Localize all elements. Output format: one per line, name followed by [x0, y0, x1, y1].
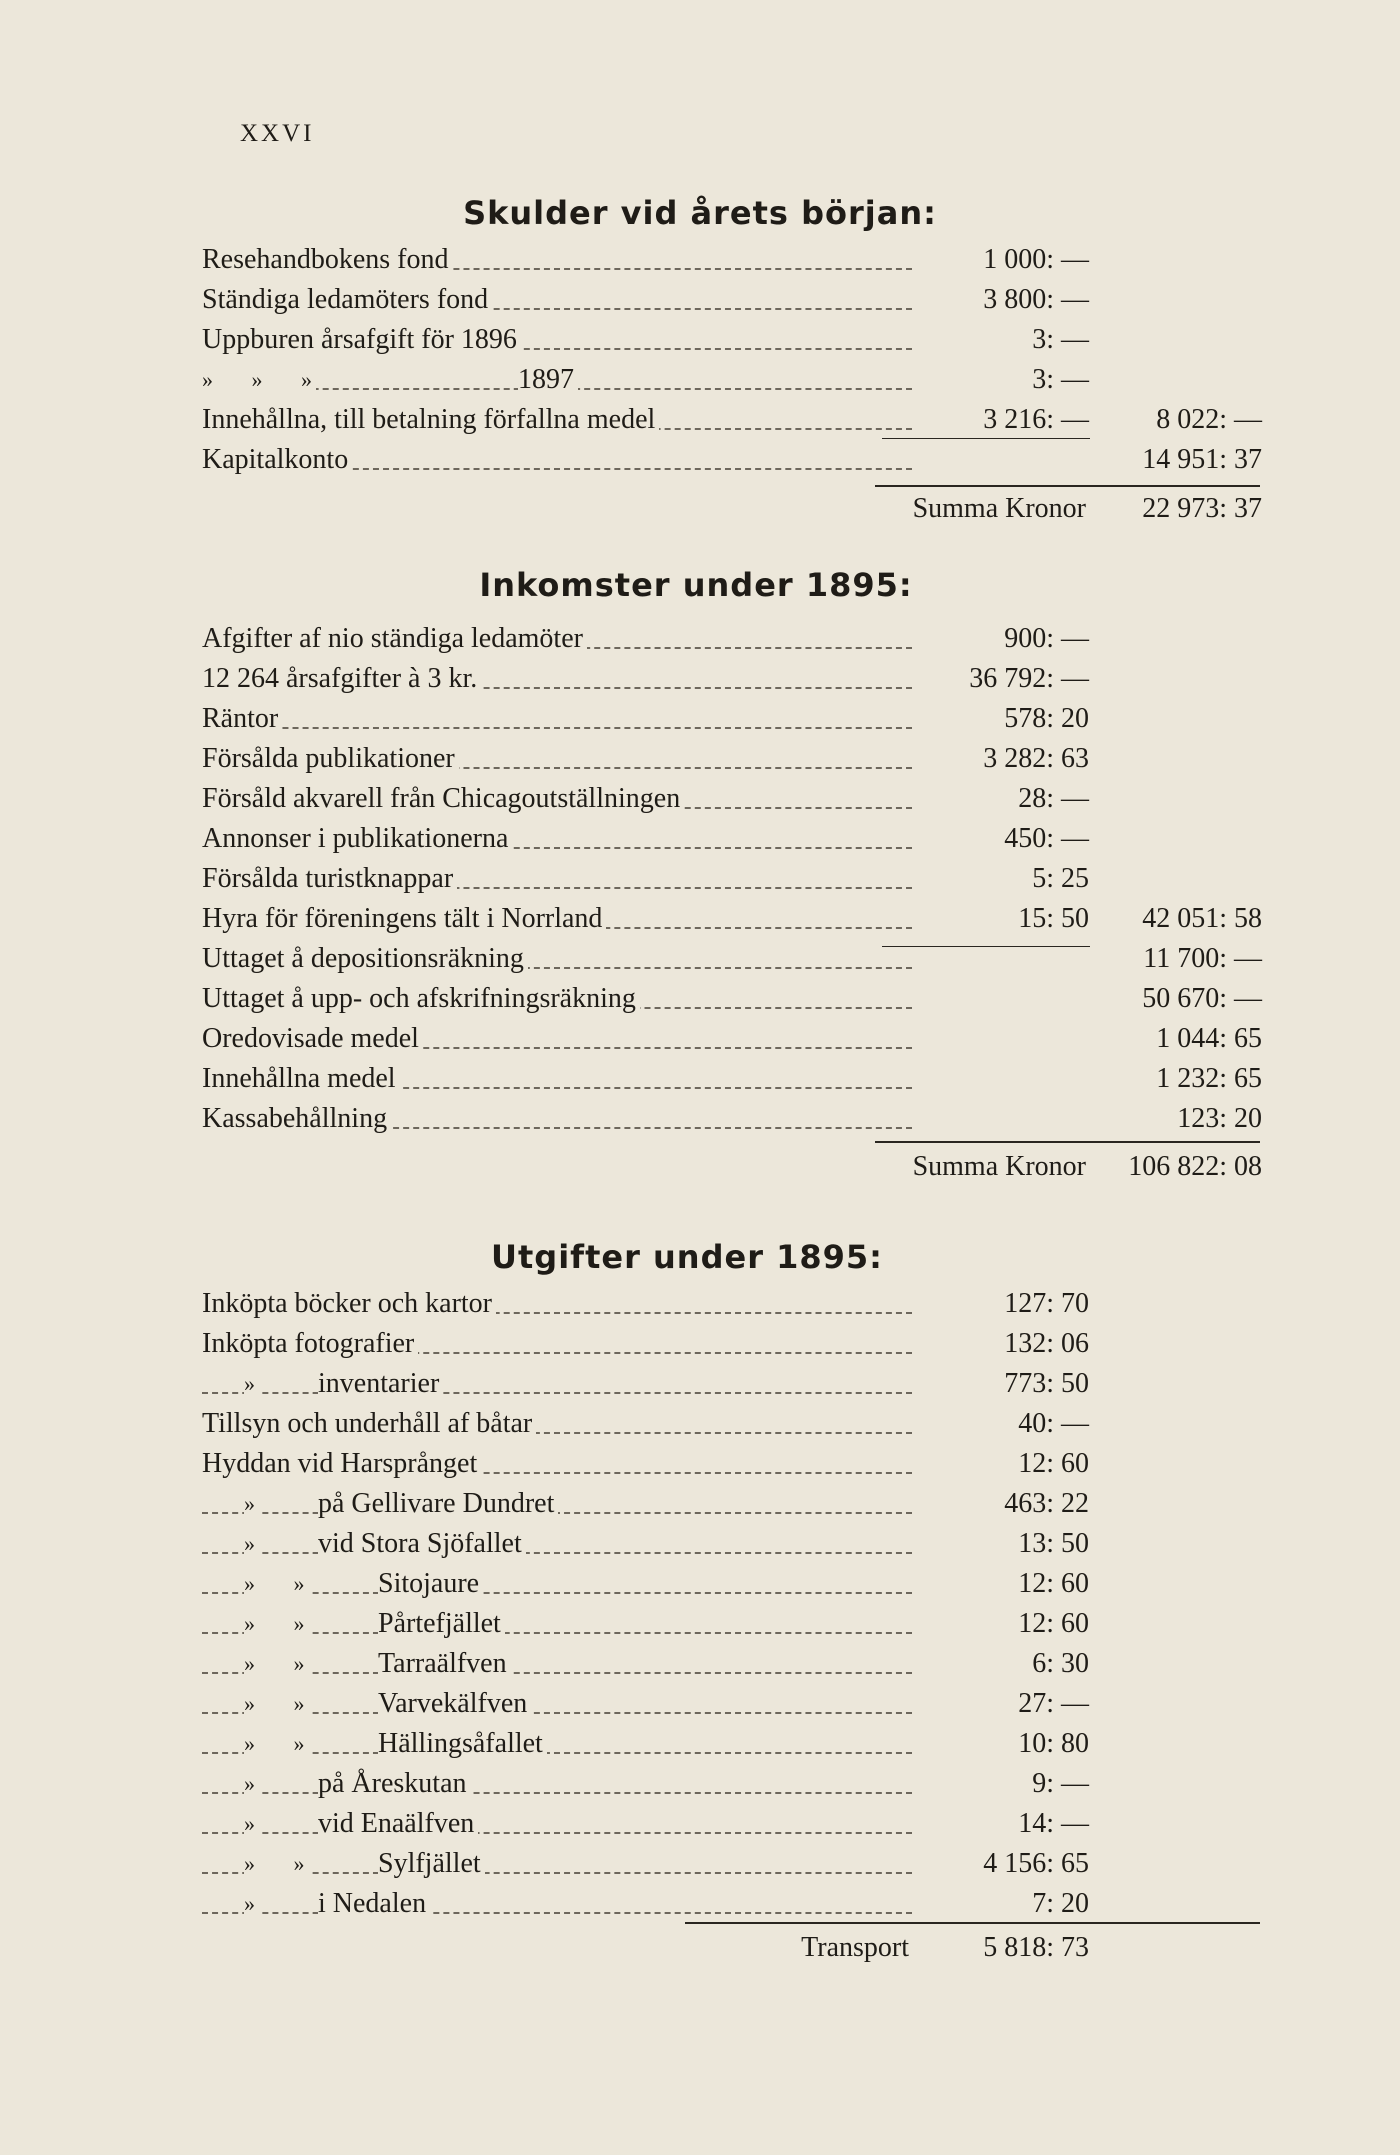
ledger-row — [202, 1059, 1262, 1099]
row-label: 1897 — [518, 360, 578, 400]
subtotal-rule — [882, 946, 1090, 947]
ledger-row — [202, 899, 1262, 939]
ledger-row — [202, 739, 1262, 779]
amount-column-2: 11 700: — — [1143, 943, 1262, 974]
ditto-marks: » » — [244, 1684, 309, 1724]
ledger-row — [202, 659, 1262, 699]
total-amount: 22 973: 37 — [1142, 493, 1262, 524]
ledger-row — [202, 1884, 1262, 1924]
ditto-marks: » — [244, 1884, 259, 1924]
row-label: Innehållna, till betalning förfallna medel — [202, 400, 659, 440]
amount-column-1: 463: 22 — [998, 1484, 1089, 1524]
row-label: Räntor — [202, 699, 282, 739]
amount-column-1: 5: 25 — [1026, 859, 1089, 899]
row-label: Hällingsåfallet — [378, 1724, 547, 1764]
ditto-marks: » » — [244, 1844, 309, 1884]
amount-column-1: 12: 60 — [1012, 1444, 1089, 1484]
row-label: Sitojaure — [378, 1564, 483, 1604]
amount-column-2: 1 232: 65 — [1156, 1063, 1262, 1094]
ditto-marks: » — [244, 1804, 259, 1844]
ledger-row — [202, 1644, 1262, 1684]
ledger-row — [202, 859, 1262, 899]
row-label: Afgifter af nio ständiga ledamöter — [202, 619, 587, 659]
row-label: Uppburen årsafgift för 1896 — [202, 320, 521, 360]
row-label: Tarraälfven — [378, 1644, 511, 1684]
ledger-row — [202, 1524, 1262, 1564]
row-label: Hyra för föreningens tält i Norrland — [202, 899, 606, 939]
amount-column-1: 15: 50 — [1012, 899, 1089, 939]
dot-leader — [202, 1632, 912, 1634]
ditto-marks: » — [244, 1364, 259, 1404]
row-label: Pårtefjället — [378, 1604, 505, 1644]
total-rule — [875, 485, 1260, 487]
row-label: Ständiga ledamöters fond — [202, 280, 492, 320]
ledger-row — [202, 400, 1262, 440]
amount-column-1: 900: — — [998, 619, 1089, 659]
ledger-row — [202, 280, 1262, 320]
row-label: vid Stora Sjöfallet — [318, 1524, 526, 1564]
amount-column-1: 12: 60 — [1012, 1564, 1089, 1604]
amount-column-1: 3 282: 63 — [977, 739, 1089, 779]
row-label: Inköpta böcker och kartor — [202, 1284, 496, 1324]
total-amount: 106 822: 08 — [1128, 1151, 1262, 1182]
dot-leader — [202, 1912, 912, 1914]
ledger-row — [202, 1284, 1262, 1324]
ledger-row — [202, 1844, 1262, 1884]
ledger-row — [202, 240, 1262, 280]
transport-amount: 5 818: 73 — [983, 1932, 1089, 1963]
transport-label: Transport — [801, 1932, 909, 1963]
ledger-row — [202, 699, 1262, 739]
total-rule — [875, 1141, 1260, 1143]
row-label: vid Enaälfven — [318, 1804, 478, 1844]
amount-column-1: 27: — — [1012, 1684, 1089, 1724]
ledger-row — [202, 619, 1262, 659]
amount-column-1: 578: 20 — [998, 699, 1089, 739]
amount-column-2: 14 951: 37 — [1142, 444, 1262, 475]
page-number: XXVI — [240, 120, 315, 147]
ledger-row — [202, 1724, 1262, 1764]
row-label: Resehandbokens fond — [202, 240, 453, 280]
amount-column-2: 8 022: — — [1156, 404, 1262, 435]
amount-column-1: 4 156: 65 — [977, 1844, 1089, 1884]
amount-column-1: 13: 50 — [1012, 1524, 1089, 1564]
row-label: Försålda publikationer — [202, 739, 459, 779]
dot-leader — [202, 1712, 912, 1714]
ledger-row — [202, 1444, 1262, 1484]
amount-column-1: 773: 50 — [998, 1364, 1089, 1404]
amount-column-1: 28: — — [1012, 779, 1089, 819]
amount-column-1: 40: — — [1012, 1404, 1089, 1444]
ditto-marks: » » — [244, 1644, 309, 1684]
row-label: inventarier — [318, 1364, 443, 1404]
amount-column-1: 3: — — [1026, 320, 1089, 360]
row-label: Sylfjället — [378, 1844, 485, 1884]
ledger-row — [202, 360, 1262, 400]
row-label: Kassabehållning — [202, 1099, 391, 1139]
ledger-row — [202, 1564, 1262, 1604]
ledger-row — [202, 1099, 1262, 1139]
row-label: på Åreskutan — [318, 1764, 471, 1804]
ledger-row — [202, 779, 1262, 819]
dot-leader — [202, 1752, 912, 1754]
ledger-row — [202, 320, 1262, 360]
amount-column-2: 50 670: — — [1142, 983, 1262, 1014]
amount-column-1: 7: 20 — [1026, 1884, 1089, 1924]
row-label: Inköpta fotografier — [202, 1324, 418, 1364]
ditto-marks: » » — [244, 1724, 309, 1764]
amount-column-2: 42 051: 58 — [1142, 903, 1262, 934]
ditto-marks: » » — [244, 1604, 309, 1644]
amount-column-1: 3 216: — — [977, 400, 1089, 440]
ditto-marks: » — [244, 1764, 259, 1804]
amount-column-1: 127: 70 — [998, 1284, 1089, 1324]
ledger-row — [202, 1684, 1262, 1724]
ledger-row — [202, 1484, 1262, 1524]
amount-column-1: 1 000: — — [977, 240, 1089, 280]
ditto-marks: » » » — [202, 360, 316, 400]
amount-column-1: 3 800: — — [977, 280, 1089, 320]
dot-leader — [202, 1872, 912, 1874]
ledger-row — [202, 1604, 1262, 1644]
dot-leader — [202, 1592, 912, 1594]
ditto-marks: » » — [244, 1564, 309, 1604]
amount-column-2: 1 044: 65 — [1156, 1023, 1262, 1054]
total-row-skulder — [202, 489, 1262, 529]
amount-column-1: 14: — — [1012, 1804, 1089, 1844]
row-label: i Nedalen — [318, 1884, 430, 1924]
row-label: Försåld akvarell från Chicagoutställningen — [202, 779, 684, 819]
total-row-inkomster — [202, 1147, 1262, 1187]
ledger-row — [202, 1324, 1262, 1364]
section-heading-inkomster: Inkomster under 1895: — [479, 566, 913, 604]
amount-column-1: 12: 60 — [1012, 1604, 1089, 1644]
row-label: Annonser i publikationerna — [202, 819, 512, 859]
dot-leader — [202, 1672, 912, 1674]
amount-column-1: 10: 80 — [1012, 1724, 1089, 1764]
amount-column-1: 9: — — [1026, 1764, 1089, 1804]
transport-rule — [685, 1922, 1260, 1924]
ledger-row — [202, 1404, 1262, 1444]
amount-column-1: 36 792: — — [963, 659, 1089, 699]
dot-leader — [202, 1552, 912, 1554]
dot-leader — [202, 1832, 912, 1834]
total-label: Summa Kronor — [912, 1151, 1086, 1182]
ledger-row — [202, 440, 1262, 480]
dot-leader — [202, 1392, 912, 1394]
ledger-row — [202, 1364, 1262, 1404]
dot-leader — [202, 727, 912, 729]
row-label: Försålda turistknappar — [202, 859, 457, 899]
row-label: Oredovisade medel — [202, 1019, 423, 1059]
section-heading-utgifter: Utgifter under 1895: — [491, 1238, 883, 1276]
ditto-marks: » — [244, 1524, 259, 1564]
ledger-row — [202, 1804, 1262, 1844]
row-label: Uttaget å upp- och afskrifningsräkning — [202, 979, 640, 1019]
amount-column-1: 3: — — [1026, 360, 1089, 400]
row-label: Hyddan vid Harsprånget — [202, 1444, 481, 1484]
ledger-row — [202, 1764, 1262, 1804]
ledger-row — [202, 939, 1262, 979]
row-label: Tillsyn och underhåll af båtar — [202, 1404, 536, 1444]
ledger-row — [202, 1019, 1262, 1059]
total-label: Summa Kronor — [912, 493, 1086, 524]
row-label: Varvekälfven — [378, 1684, 531, 1724]
section-heading-skulder: Skulder vid årets början: — [463, 194, 937, 232]
amount-column-1: 132: 06 — [998, 1324, 1089, 1364]
dot-leader — [202, 1792, 912, 1794]
row-label: Kapitalkonto — [202, 440, 352, 480]
amount-column-1: 6: 30 — [1026, 1644, 1089, 1684]
row-label: Innehållna medel — [202, 1059, 400, 1099]
row-label: Uttaget å depositionsräkning — [202, 939, 528, 979]
transport-row — [202, 1928, 1262, 1968]
ledger-row — [202, 979, 1262, 1019]
subtotal-rule — [882, 438, 1090, 439]
ledger-row — [202, 819, 1262, 859]
ditto-marks: » — [244, 1484, 259, 1524]
row-label: på Gellivare Dundret — [318, 1484, 558, 1524]
amount-column-1: 450: — — [998, 819, 1089, 859]
row-label: 12 264 årsafgifter à 3 kr. — [202, 659, 481, 699]
amount-column-2: 123: 20 — [1177, 1103, 1262, 1134]
